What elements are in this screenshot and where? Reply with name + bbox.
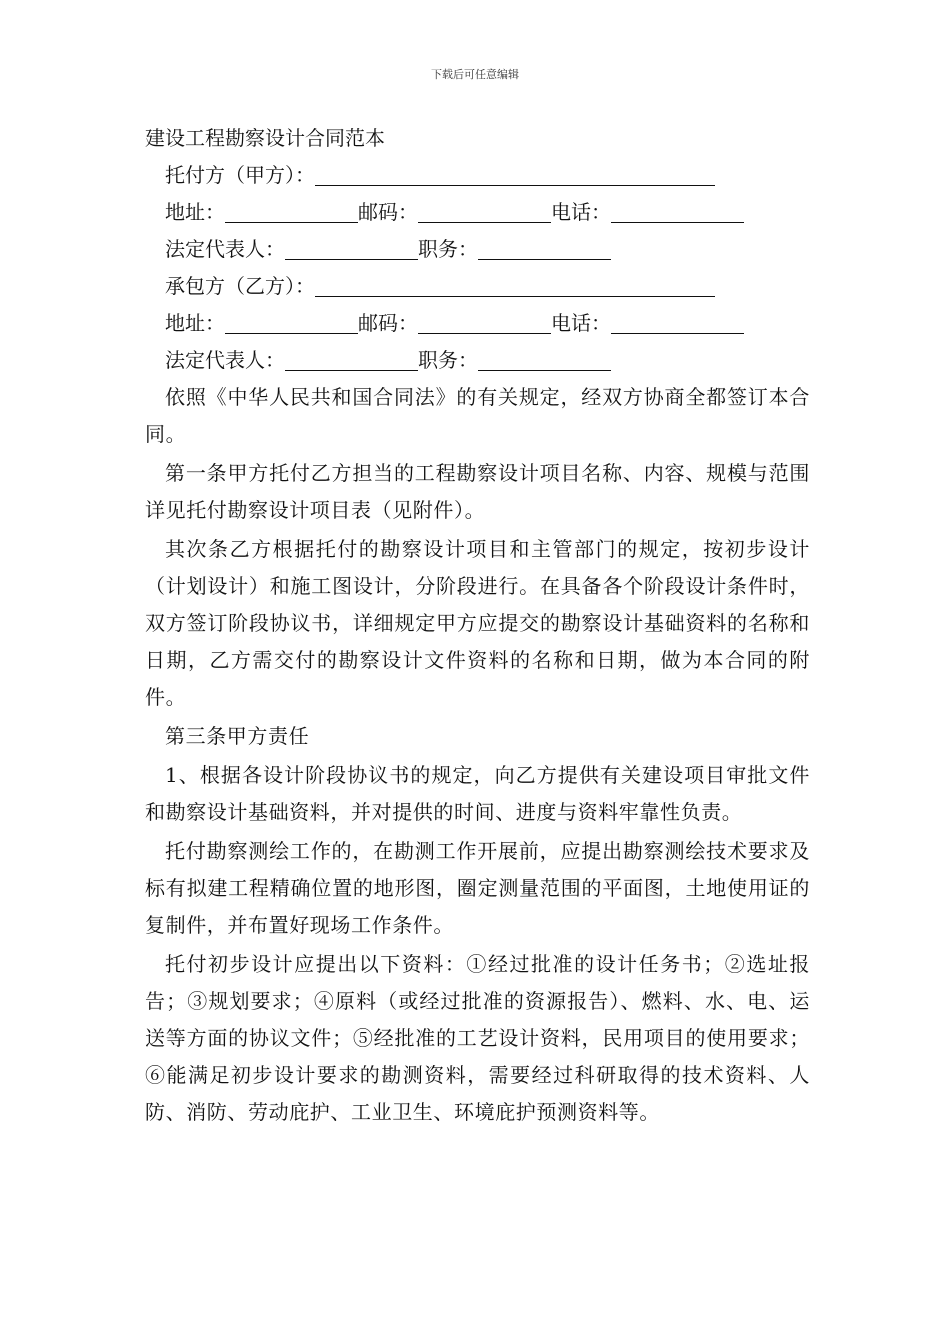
position-label: 职务： bbox=[418, 348, 478, 372]
paragraph-article-1: 第一条甲方托付乙方担当的工程勘察设计项目名称、内容、规模与范围详见托付勘察设计项目表（见附件）。 bbox=[145, 461, 810, 522]
phone-label: 电话： bbox=[551, 311, 611, 335]
party-b-contact-line bbox=[145, 305, 810, 342]
paragraph-preliminary-design: 托付初步设计应提出以下资料：①经过批准的设计任务书；②选址报告；③规划要求；④原料（或经过批准的资源报告）、燃料、水、电、运送等方面的协议文件；⑤经批准的工艺设计资料，民用项目的使用要求；⑥能满足初步设计要求的勘测资料，需要经过科研取得的技术资料、人防、消防、劳动庇护、工业卫生、环境庇护预测资料等。 bbox=[145, 952, 810, 1124]
paragraph-article-3-heading: 第三条甲方责任 bbox=[165, 724, 310, 748]
party-b-address-blank[interactable] bbox=[225, 311, 358, 334]
paragraph-article-2: 其次条乙方根据托付的勘察设计项目和主管部门的规定，按初步设计（计划设计）和施工图设计，分阶段进行。在具备各个阶段设计条件时，双方签订阶段协议书，详细规定甲方应提交的勘察设计基础资料的名称和日期，乙方需交付的勘察设计文件资料的名称和日期，做为本合同的附件。 bbox=[145, 537, 810, 709]
header-note: 下载后可任意编辑 bbox=[431, 68, 519, 81]
party-b-rep-blank[interactable] bbox=[285, 348, 418, 371]
legal-rep-label: 法定代表人： bbox=[165, 237, 285, 261]
postcode-label: 邮码： bbox=[358, 200, 418, 224]
party-a-rep-blank[interactable] bbox=[285, 237, 418, 260]
paragraph-intro: 依照《中华人民共和国合同法》的有关规定，经双方协商全都签订本合同。 bbox=[145, 385, 810, 446]
party-a-line bbox=[145, 157, 810, 194]
document-title: 建设工程勘察设计合同范本 bbox=[145, 126, 385, 150]
party-b-line bbox=[145, 268, 810, 305]
phone-label: 电话： bbox=[551, 200, 611, 224]
contract-document bbox=[145, 120, 810, 1133]
party-a-position-blank[interactable] bbox=[478, 237, 611, 260]
party-b-postcode-blank[interactable] bbox=[418, 311, 551, 334]
party-b-position-blank[interactable] bbox=[478, 348, 611, 371]
party-a-label: 托付方（甲方）： bbox=[165, 163, 315, 187]
postcode-label: 邮码： bbox=[358, 311, 418, 335]
paragraph-survey-requirements: 托付勘察测绘工作的，在勘测工作开展前，应提出勘察测绘技术要求及标有拟建工程精确位置的地形图，圈定测量范围的平面图，土地使用证的复制件，并布置好现场工作条件。 bbox=[145, 839, 810, 937]
legal-rep-label: 法定代表人： bbox=[165, 348, 285, 372]
party-a-postcode-blank[interactable] bbox=[418, 200, 551, 223]
position-label: 职务： bbox=[418, 237, 478, 261]
party-a-address-blank[interactable] bbox=[225, 200, 358, 223]
party-a-phone-blank[interactable] bbox=[611, 200, 744, 223]
party-b-phone-blank[interactable] bbox=[611, 311, 744, 334]
party-b-rep-line bbox=[145, 342, 810, 379]
party-b-name-blank[interactable] bbox=[315, 274, 715, 297]
party-a-name-blank[interactable] bbox=[315, 163, 715, 186]
paragraph-article-3-item-1: 1、根据各设计阶段协议书的规定，向乙方提供有关建设项目审批文件和勘察设计基础资料，并对提供的时间、进度与资料牢靠性负责。 bbox=[145, 763, 810, 824]
party-a-contact-line bbox=[145, 194, 810, 231]
address-label: 地址： bbox=[165, 200, 225, 224]
party-a-rep-line bbox=[145, 231, 810, 268]
address-label: 地址： bbox=[165, 311, 225, 335]
party-b-label: 承包方（乙方）： bbox=[165, 274, 315, 298]
